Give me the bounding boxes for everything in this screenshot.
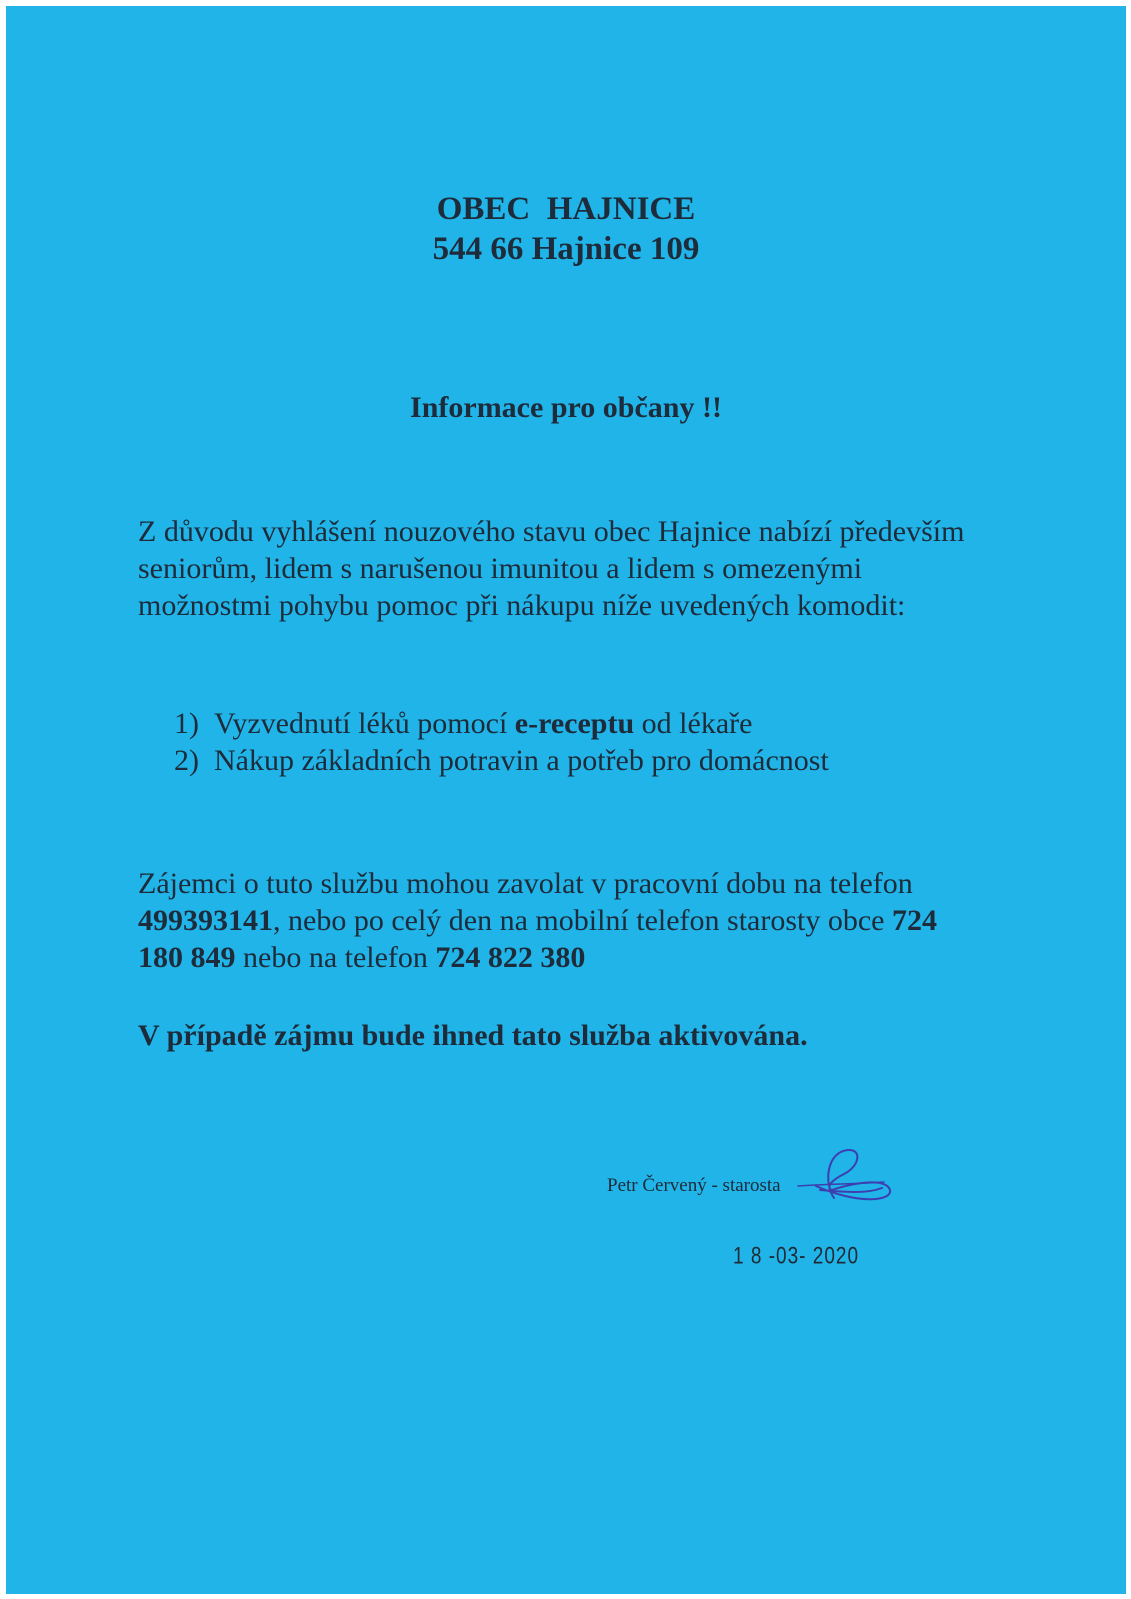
contact-paragraph: Zájemci o tuto službu mohou zavolat v pracovní dobu na telefon 499393141, nebo po celý den na mobilní telefon starosty obce 724 180 849 nebo na telefon 724 822 380 [138,867,937,974]
notice-heading: Informace pro občany !! [410,391,722,424]
document-header [6,189,1126,269]
list-item-text: Nákup základních potravin a potřeb pro domácnost [214,744,829,777]
handwritten-signature [786,1144,916,1224]
other-phone: 724 822 380 [435,941,586,974]
services-list [174,705,829,779]
office-phone: 499393141 [138,904,273,937]
list-item [174,742,829,779]
list-item-number: 2) [174,744,199,777]
signer-name: Petr Červený - starosta [607,1175,781,1196]
list-item-text: Vyzvednutí léků pomocí e-receptu od lékaře [214,707,753,740]
list-item [174,705,829,742]
mayor-phone: 724 180 849 [138,904,937,974]
municipality-name: OBEC HAJNICE [436,191,696,227]
intro-paragraph: Z důvodu vyhlášení nouzového stavu obec Hajnice nabízí především seniorům, lidem s narušenou imunitou a lidem s omezenými možnostmi pohybu pomoc při nákupu níže uvedených komodit: [138,515,965,622]
e-recept-term: e-receptu [514,707,635,740]
date-stamp: 1 8 -03- 2020 [733,1243,860,1270]
document-page [6,6,1126,1594]
closing-statement: V případě zájmu bude ihned tato služba aktivována. [138,1019,808,1052]
list-item-number: 1) [174,707,199,740]
municipality-address: 544 66 Hajnice 109 [432,231,700,267]
